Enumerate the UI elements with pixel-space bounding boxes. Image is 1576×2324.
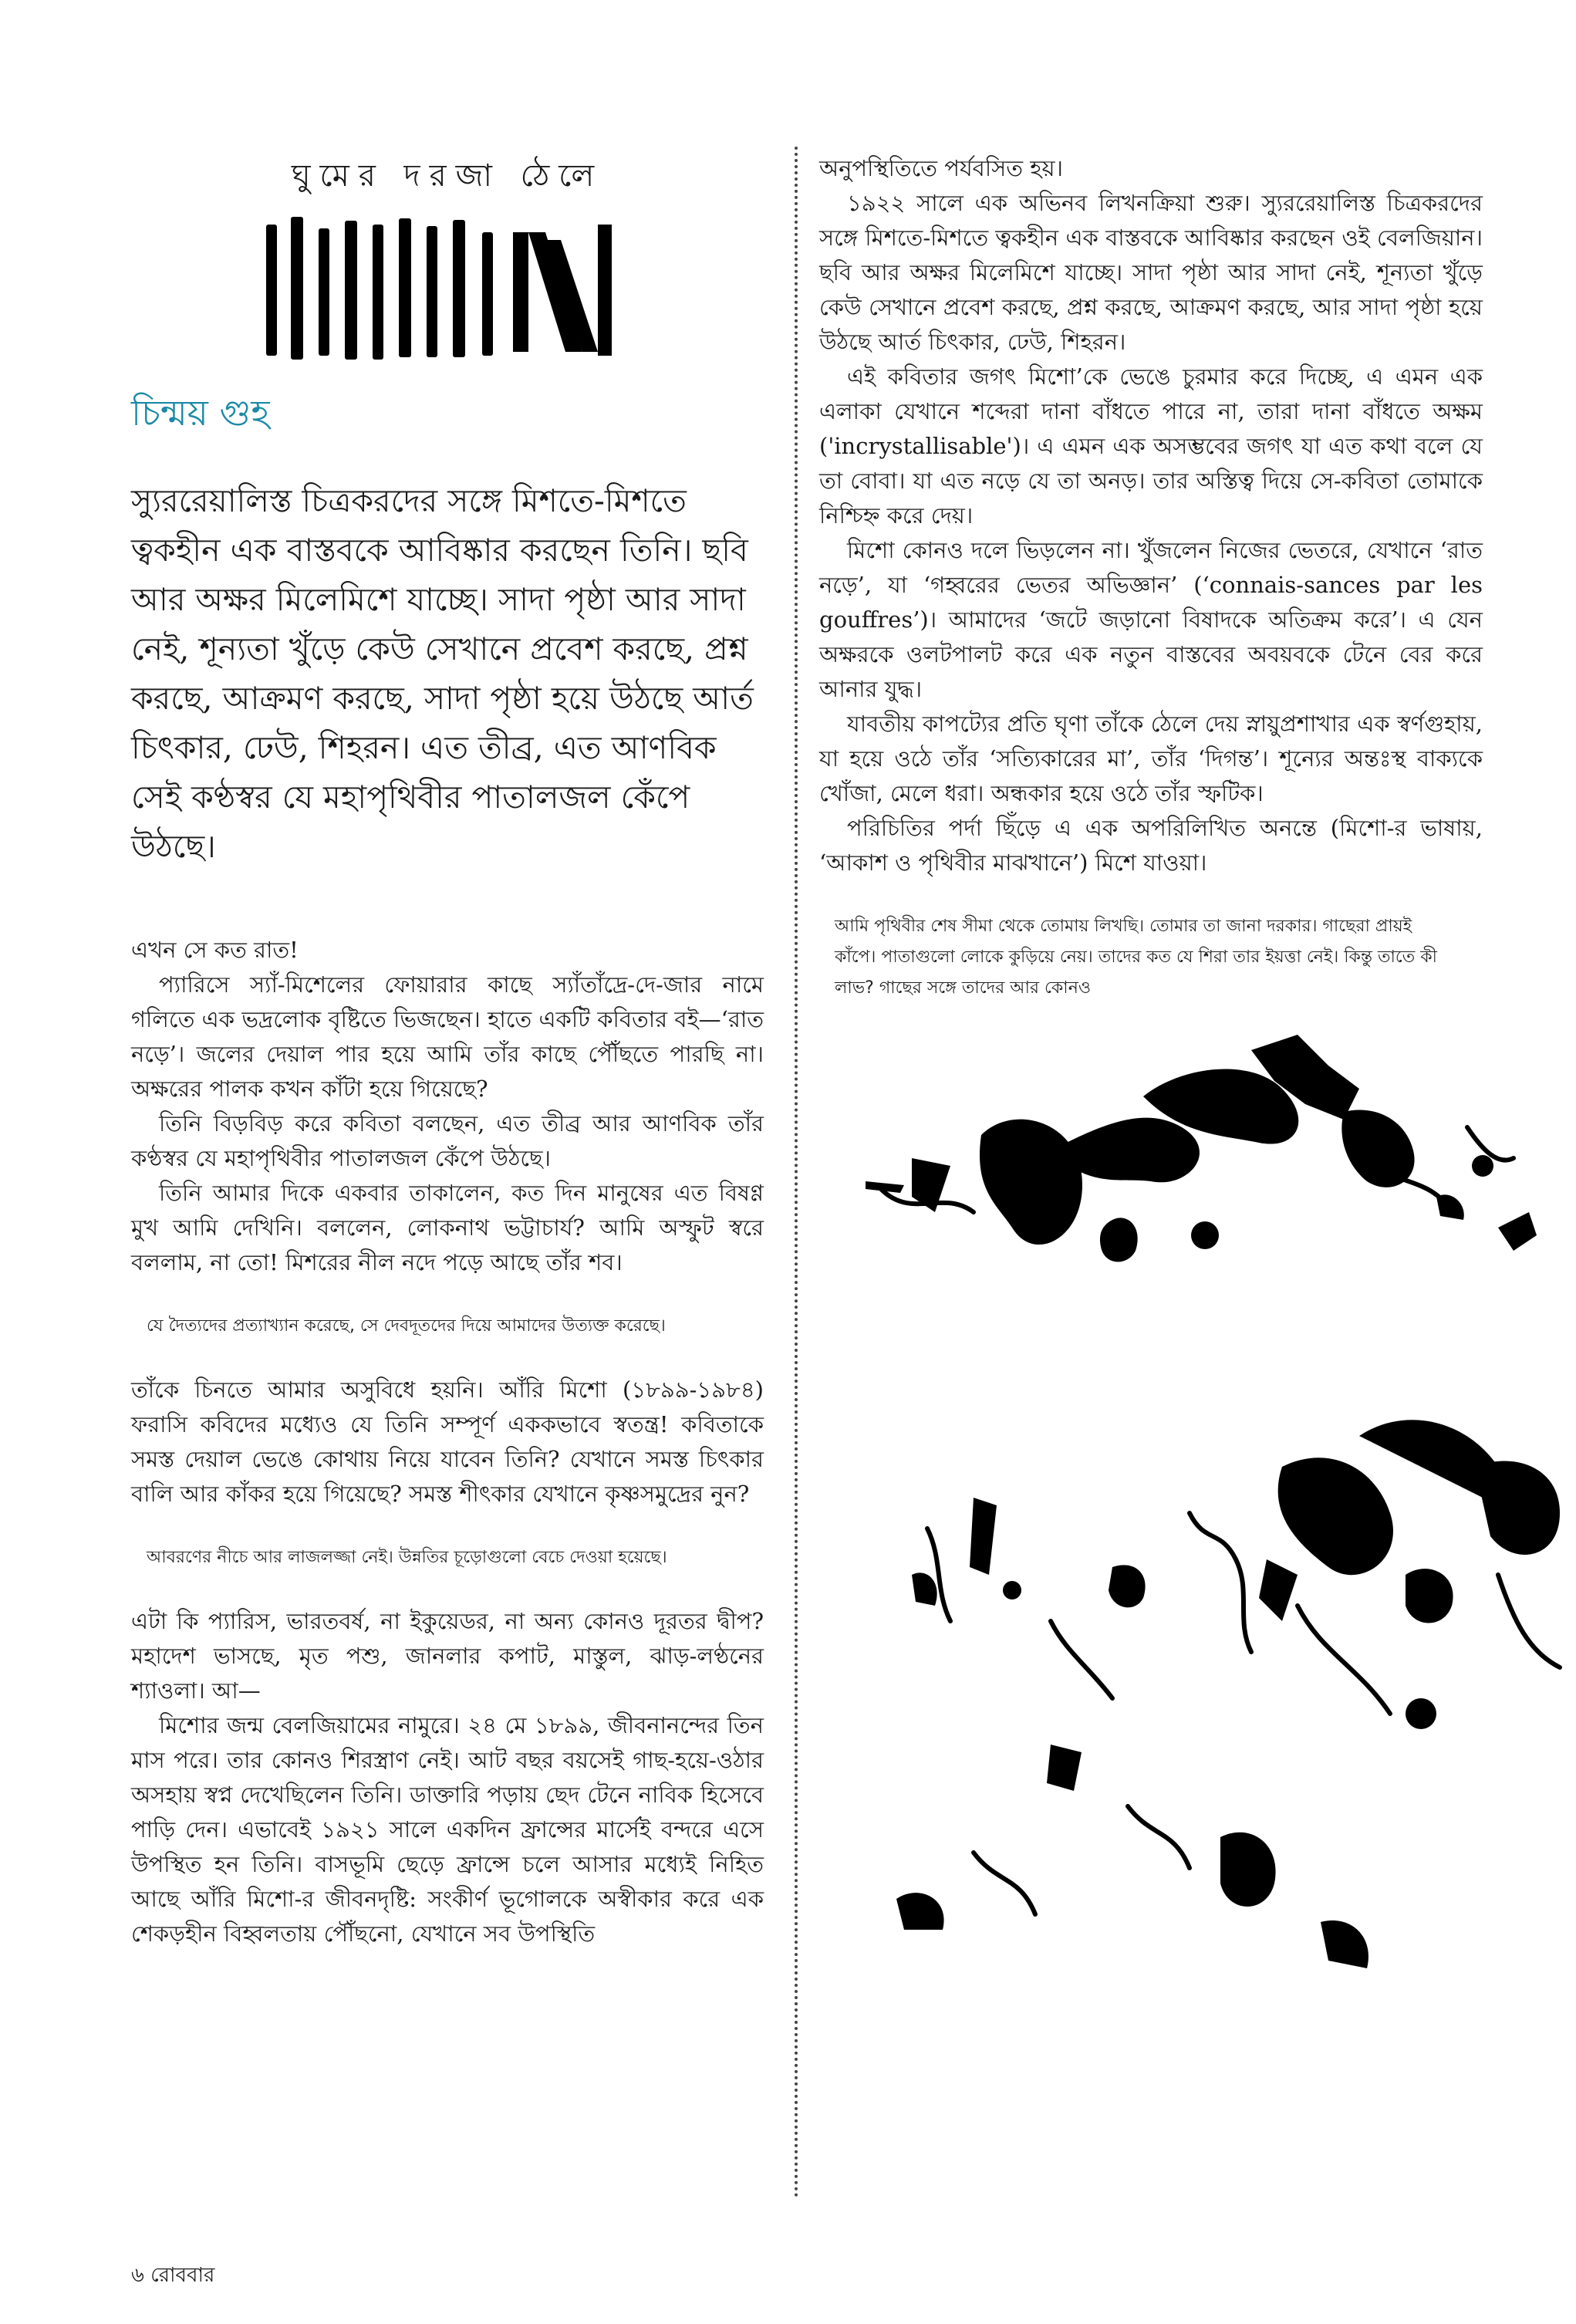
pull-quote: আমি পৃথিবীর শেষ সীমা থেকে তোমায় লিখছি। তোমার তা জানা দরকার। গাছেরা প্রায়ই কাঁপে। পাতাগুলো লোকে কুড়িয়ে নেয়। তাদের কত যে শিরা তার ইয়ত্তা নেই। কিন্তু তাতে কী লাভ? গাছের সঙ্গে তাদের আর কোনও <box>835 917 1437 998</box>
page-folio: ৬ রোববার <box>131 2264 215 2287</box>
pull-quote: যে দৈত্যদের প্রত্যাখ্যান করেছে, সে দেবদূতদের দিয়ে আমাদের উত্যক্ত করেছে। <box>147 1316 666 1336</box>
column-divider <box>795 147 798 2199</box>
left-body <box>131 933 764 1951</box>
body-paragraph: যাবতীয় কাপট্যের প্রতি ঘৃণা তাঁকে ঠেলে দেয় স্নায়ুপ্রশাখার এক স্বর্ণগুহায়, যা হয়ে ওঠে তাঁর ‘সত্যিকারের মা’, তাঁর ‘দিগন্ত’। শূন্যের অন্তঃস্থ বাক্যকে খোঁজা, মেলে ধরা। অন্ধকার হয়ে ওঠে তাঁর স্ফটিক। <box>819 711 1483 806</box>
body-paragraph: তিনি বিড়বিড় করে কবিতা বলছেন, এত তীব্র আর আণবিক তাঁর কণ্ঠস্বর যে মহাপৃথিবীর পাতালজল কেঁপে উঠছে। <box>131 1110 764 1171</box>
body-paragraph: মিশোর জন্ম বেলজিয়ামের নামুরে। ২৪ মে ১৮৯৯, জীবনানন্দের তিন মাস পরে। তার কোনও শিরস্ত্রাণ নেই। আট বছর বয়সেই গাছ-হয়ে-ওঠার অসহায় স্বপ্ন দেখেছিলেন তিনি। ডাক্তারি পড়ায় ছেদ টেনে নাবিক হিসেবে পাড়ি দেন। এভাবেই ১৯২১ সালে একদিন ফ্রান্সের মার্সেই বন্দরে এসে উপস্থিত হন তিনি। বাসভূমি ছেড়ে ফ্রান্সে চলে আসার মধ্যেই নিহিত আছে আঁরি মিশো-র জীবনদৃষ্টি: সংকীর্ণ ভূগোলকে অস্বীকার করে এক শেকড়হীন বিহ্বলতায় পৌঁছনো, যেখানে সব উপস্থিতি <box>131 1712 764 1947</box>
right-column <box>819 151 1483 2022</box>
body-paragraph: এই কবিতার জগৎ মিশো’কে ভেঙে চুরমার করে দিচ্ছে, এ এমন এক এলাকা যেখানে শব্দেরা দানা বাঁধতে পারে না, তারা দানা বাঁধতে অক্ষম ('incrystallisable')। এ এমন এক অসম্ভবের জগৎ যা এত কথা বলে যে তা বোবা। যা এত নড়ে যে তা অনড়। তার অস্তিত্ব দিয়ে সে-কবিতা তোমাকে নিশ্চিহ্ন করে দেয়। <box>819 363 1483 529</box>
body-paragraph: প্যারিসে স্যাঁ-মিশেলের ফোয়ারার কাছে স্যাঁতাঁদ্রে-দে-জার নামে গলিতে এক ভদ্রলোক বৃষ্টিতে ভিজছেন। হাতে একটি কবিতার বই—‘রাত নড়ে’। জলের দেয়াল পার হয়ে আমি তাঁর কাছে পৌঁছতে পারছি না। অক্ষরের পালক কখন কাঁটা হয়ে গিয়েছে? <box>131 971 764 1102</box>
body-paragraph: এটা কি প্যারিস, ভারতবর্ষ, না ইকুয়েডর, না অন্য কোনও দূরতর দ্বীপ? মহাদেশ ভাসছে, মৃত পশু, জানলার কপাট, মাস্তুল, ঝাড়-লণ্ঠনের শ্যাওলা। আ— <box>131 1608 764 1704</box>
title-logotype <box>258 209 636 363</box>
author-name: চিন্ময় গুহ <box>131 392 270 434</box>
body-paragraph: অনুপস্থিতিতে পর্যবসিত হয়। <box>819 155 1063 181</box>
body-paragraph: পরিচিতির পর্দা ছিঁড়ে এ এক অপরিলিখিত অনন্তে (মিশো-র ভাষায়, ‘আকাশ ও পৃথিবীর মাঝখানে’) মিশে যাওয়া। <box>819 815 1483 876</box>
article-kicker: ঘুমের দরজা ঠেলে <box>291 158 604 194</box>
left-column <box>131 151 764 1951</box>
body-paragraph: এখন সে কত রাত! <box>131 937 299 963</box>
body-paragraph: তাঁকে চিনতে আমার অসুবিধে হয়নি। আঁরি মিশো (১৮৯৯-১৯৮৪) ফরাসি কবিদের মধ্যেও যে তিনি সম্পূর্ণ এককভাবে স্বতন্ত্র! কবিতাকে সমস্ত দেয়াল ভেঙে কোথায় নিয়ে যাবেন তিনি? যেখানে সমস্ত চিৎকার বালি আর কাঁকর হয়ে গিয়েছে? সমস্ত শীৎকার যেখানে কৃষ্ণসমুদ্রের নুন? <box>131 1376 764 1507</box>
lede-paragraph: স্যুররেয়ালিস্ত চিত্রকরদের সঙ্গে মিশতে-মিশতে ত্বকহীন এক বাস্তবকে আবিষ্কার করছেন তিনি। ছবি আর অক্ষর মিলেমিশে যাচ্ছে। সাদা পৃষ্ঠা আর সাদা নেই, শূন্যতা খুঁড়ে কেউ সেখানে প্রবেশ করছে, প্রশ্ন করছে, আক্রমণ করছে, সাদা পৃষ্ঠা হয়ে উঠছে আর্ত চিৎকার, ঢেউ, শিহরন। এত তীব্র, এত আণবিক সেই কণ্ঠস্বর যে মহাপৃথিবীর পাতালজল কেঁপে উঠছে। <box>131 482 754 865</box>
right-body <box>819 151 1483 1004</box>
body-paragraph: মিশো কোনও দলে ভিড়লেন না। খুঁজলেন নিজের ভেতরে, যেখানে ‘রাত নড়ে’, যা ‘গহ্বরের ভেতর অভিজ্ঞান’ (‘connais-sances par les gouffres’)। আমাদের ‘জটে জড়ানো বিষাদকে অতিক্রম করে’। এ যেন অক্ষরকে ওলটপালট করে এক নতুন বাস্তবের অবয়বকে টেনে বের করে আনার যুদ্ধ। <box>819 537 1483 702</box>
pull-quote: আবরণের নীচে আর লাজলজ্জা নেই। উন্নতির চূড়োগুলো বেচে দেওয়া হয়েছে। <box>147 1548 667 1567</box>
ink-drawing-image <box>819 1035 1575 2022</box>
body-paragraph: তিনি আমার দিকে একবার তাকালেন, কত দিন মানুষের এত বিষণ্ণ মুখ আমি দেখিনি। বললেন, লোকনাথ ভট্টাচার্য? আমি অস্ফুট স্বরে বললাম, না তো! মিশরের নীল নদে পড়ে আছে তাঁর শব। <box>131 1180 764 1275</box>
body-paragraph: ১৯২২ সালে এক অভিনব লিখনক্রিয়া শুরু। স্যুররেয়ালিস্ত চিত্রকরদের সঙ্গে মিশতে-মিশতে ত্বকহীন এক বাস্তবকে আবিষ্কার করছেন ওই বেলজিয়ান। ছবি আর অক্ষর মিলেমিশে যাচ্ছে। সাদা পৃষ্ঠা আর সাদা নেই, শূন্যতা খুঁড়ে কেউ সেখানে প্রবেশ করছে, প্রশ্ন করছে, আক্রমণ করছে, আর সাদা পৃষ্ঠা হয়ে উঠছে আর্ত চিৎকার, ঢেউ, শিহরন। <box>819 190 1483 355</box>
